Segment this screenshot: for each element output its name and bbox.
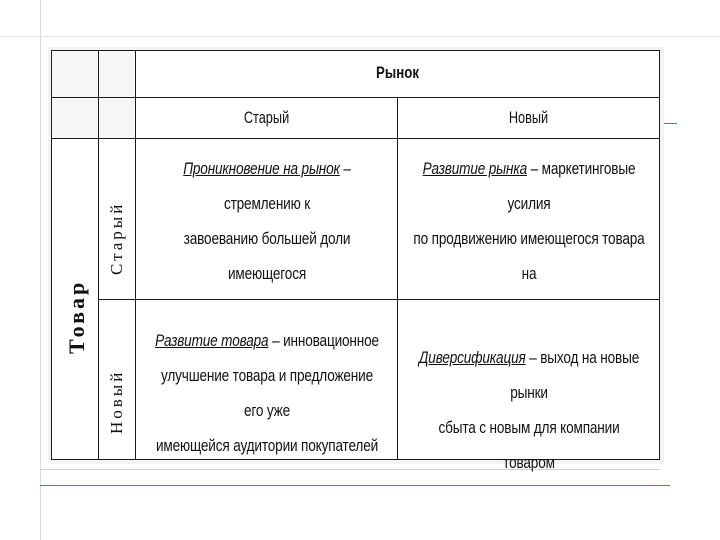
cell-penetration-line2: завоеванию большей доли имеющегося bbox=[183, 229, 351, 283]
corner-cell-1 bbox=[51, 50, 99, 98]
col-new-header: Новый bbox=[508, 108, 549, 127]
cell-product-development bbox=[135, 299, 398, 460]
cell-penetration-term: Проникновение на рынок bbox=[183, 159, 340, 178]
cell-diversification-text bbox=[413, 340, 645, 480]
product-header-cell bbox=[51, 138, 99, 460]
col-old-header: Старый bbox=[243, 108, 290, 127]
product-header: Товар bbox=[64, 279, 89, 354]
cell-market-development-term: Развитие рынка bbox=[422, 159, 527, 178]
row-new-header: Новый bbox=[107, 369, 126, 434]
corner-cell-4 bbox=[98, 97, 136, 139]
row-old-header-cell bbox=[98, 138, 136, 300]
cell-market-development-line1 bbox=[413, 151, 645, 221]
cell-product-development-text bbox=[151, 323, 383, 463]
slide-frame-left-line bbox=[40, 0, 41, 540]
cell-penetration-line1 bbox=[151, 151, 383, 221]
corner-cell-2 bbox=[98, 50, 136, 98]
cell-product-development-line1 bbox=[151, 323, 383, 358]
cell-diversification-term: Диверсификация bbox=[418, 348, 526, 367]
market-header: Рынок bbox=[376, 63, 419, 82]
cell-diversification-desc: – выход на новые рынки bbox=[510, 348, 640, 402]
slide-frame-top-line bbox=[0, 36, 720, 37]
corner-cell-3 bbox=[51, 97, 99, 139]
slide-rule-red bbox=[40, 485, 670, 486]
cell-market-development bbox=[397, 138, 660, 300]
col-old-header-cell bbox=[135, 97, 398, 139]
market-header-cell bbox=[135, 50, 660, 98]
row-old-header: Старый bbox=[107, 201, 126, 275]
cell-diversification-line1 bbox=[413, 340, 645, 410]
cell-penetration-desc: – стремлению к bbox=[223, 159, 351, 213]
cell-product-development-line3: имеющейся аудитории покупателей bbox=[155, 436, 379, 455]
cell-diversification bbox=[397, 299, 660, 472]
cell-market-development-line2: по продвижению имеющегося товара на bbox=[413, 229, 645, 283]
cell-product-development-line2: улучшение товара и предложение его уже bbox=[161, 366, 373, 420]
slide-rule-red-accent bbox=[663, 123, 677, 124]
cell-product-development-term: Развитие товара bbox=[155, 331, 269, 350]
cell-penetration bbox=[135, 138, 398, 300]
cell-product-development-desc: – инновационное bbox=[268, 331, 379, 350]
cell-market-development-desc: – маркетинговые усилия bbox=[507, 159, 636, 213]
col-new-header-cell bbox=[397, 97, 660, 139]
row-new-header-cell bbox=[98, 299, 136, 460]
ansoff-matrix-table bbox=[48, 47, 664, 472]
cell-diversification-line2: сбыта с новым для компании товаром bbox=[438, 418, 620, 472]
